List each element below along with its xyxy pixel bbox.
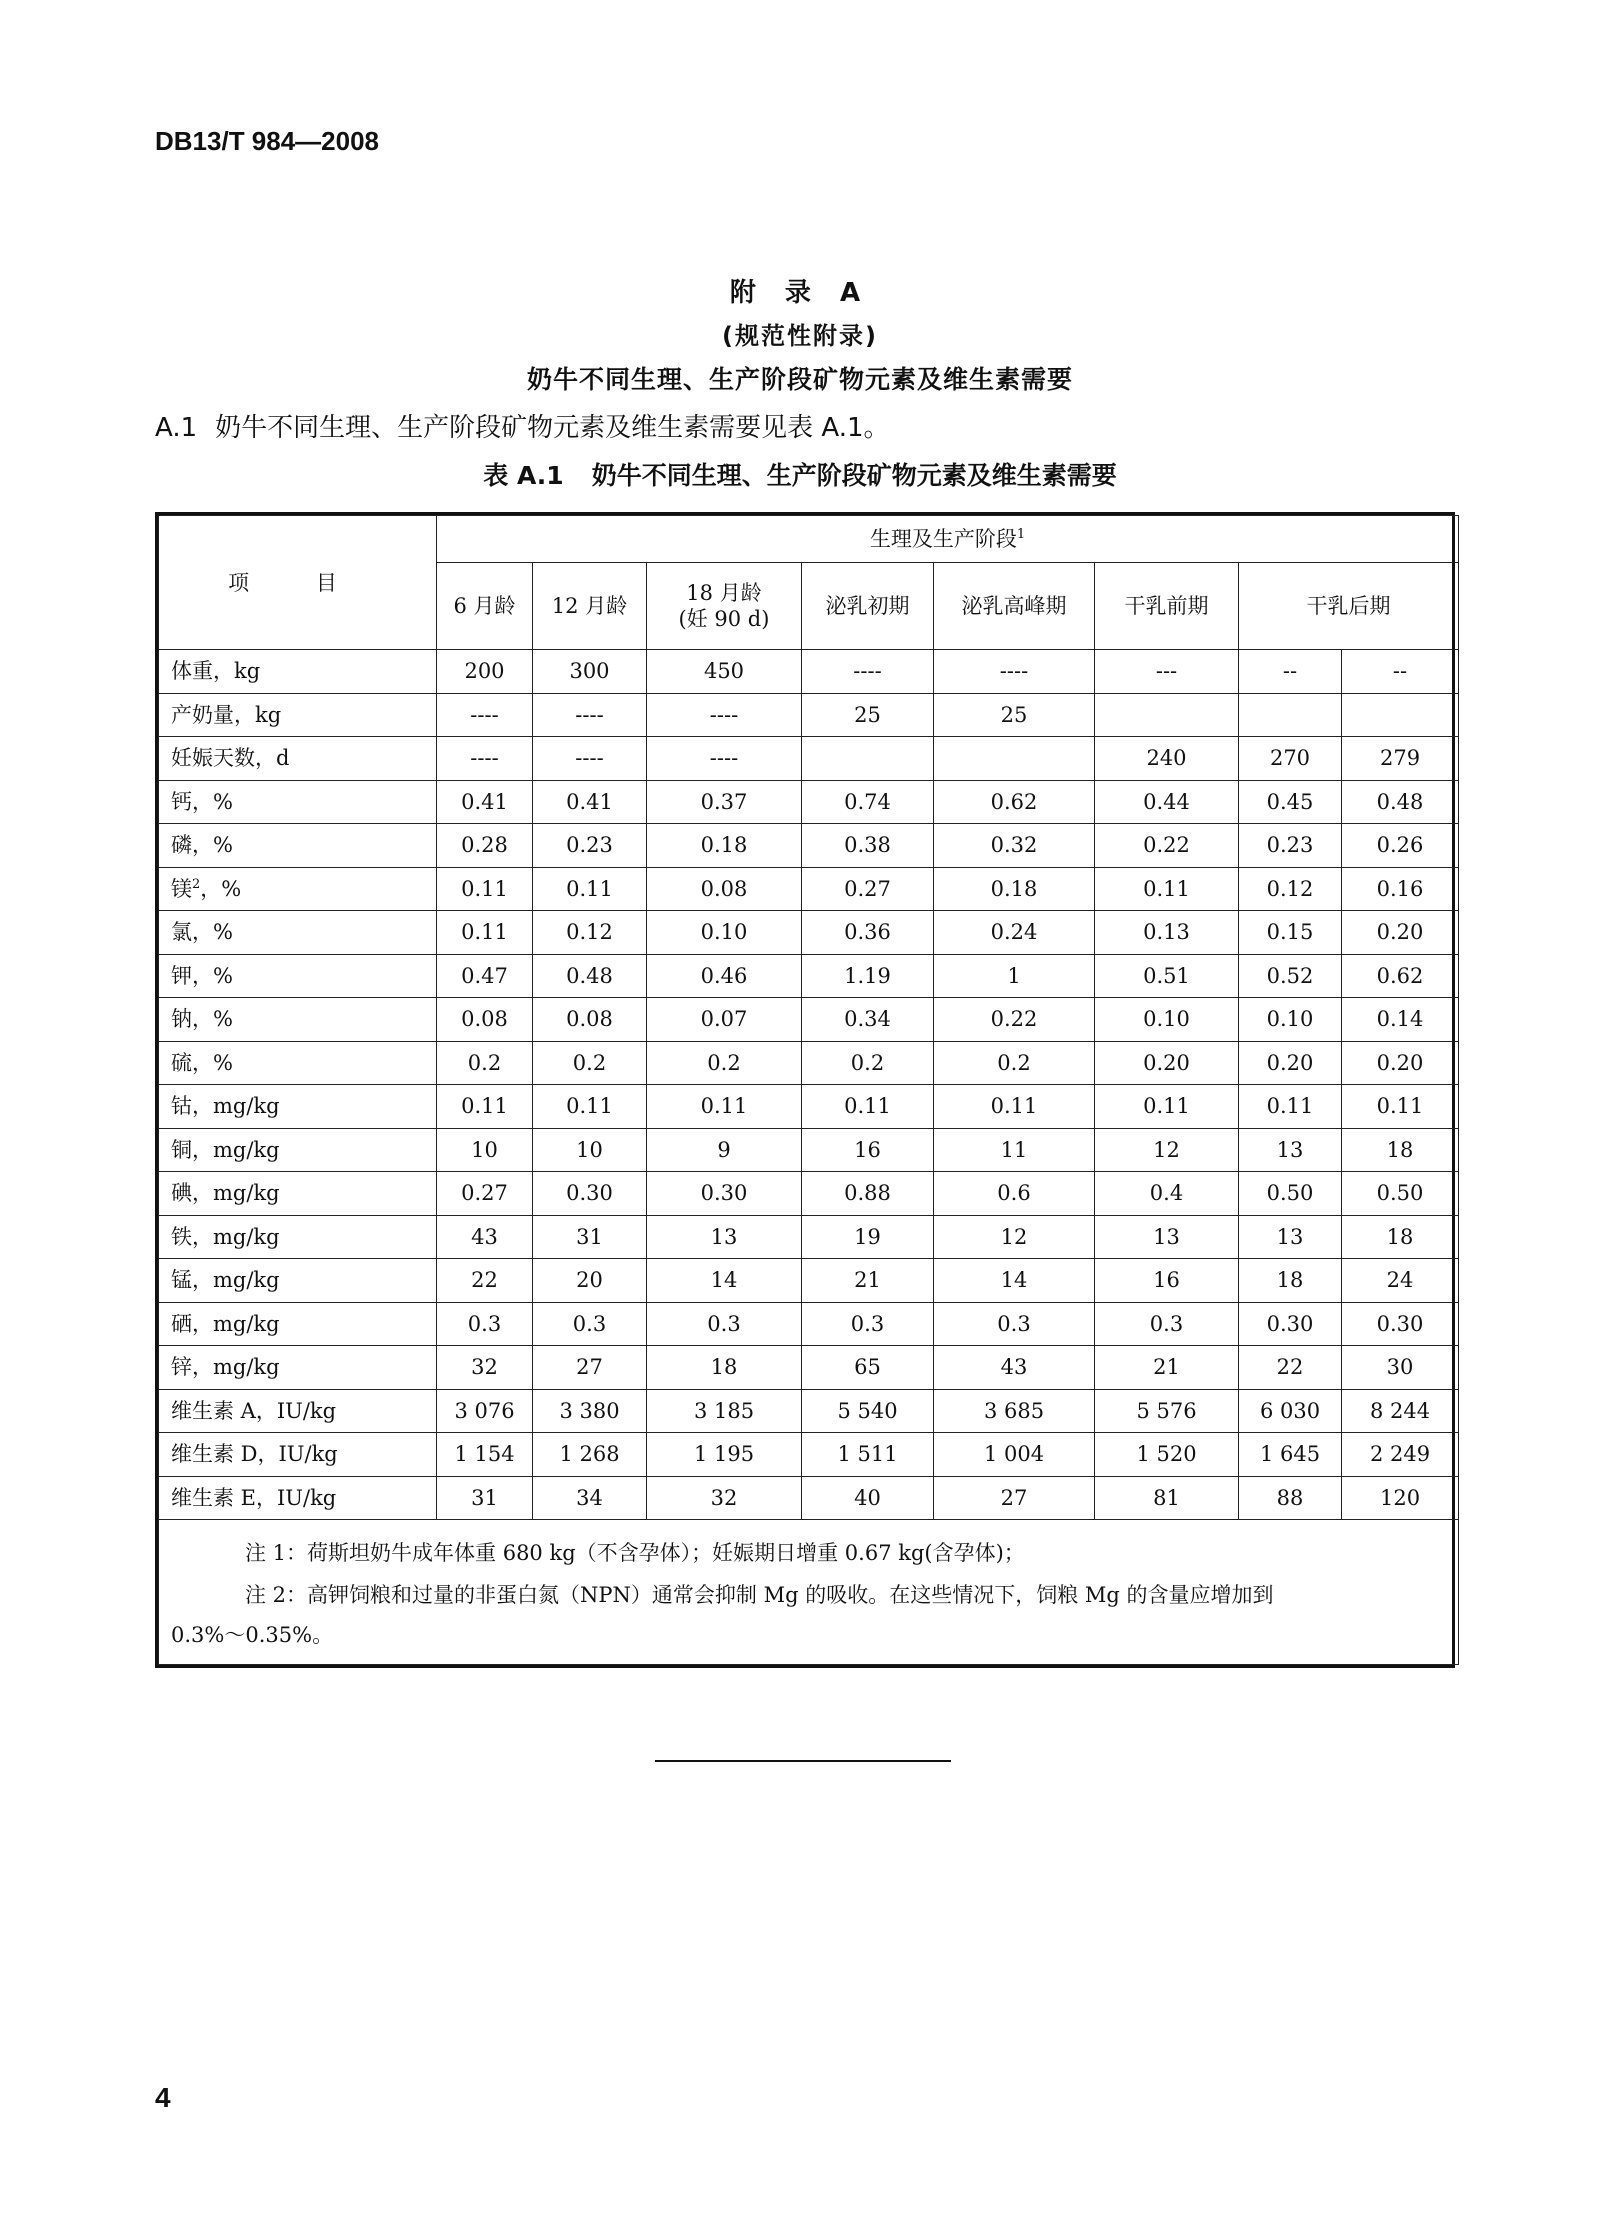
table-cell: 13 (1095, 1215, 1239, 1259)
row-label-text: 钠，% (171, 1007, 233, 1032)
table-cell: 0.41 (533, 780, 647, 824)
stage-header-18m-label: 18 月龄 (686, 581, 762, 605)
table-row (159, 998, 1459, 1042)
row-label (159, 1302, 437, 1346)
row-label-text: 镁 (171, 876, 192, 901)
table-row (159, 650, 1459, 694)
page-number: 4 (155, 2082, 171, 2113)
table-cell: 0.13 (1095, 911, 1239, 955)
table-cell: 24 (1342, 1259, 1459, 1303)
table-cell: 0.11 (647, 1085, 802, 1129)
table-cell: 0.41 (437, 780, 533, 824)
annex-type: (规范性附录) (722, 322, 878, 350)
table-cell: 3 380 (533, 1389, 647, 1433)
stage-header-18m (647, 563, 802, 650)
table-cell: 0.08 (437, 998, 533, 1042)
table-cell: 88 (1239, 1476, 1342, 1520)
table-cell: 10 (437, 1128, 533, 1172)
table-cell: 0.24 (934, 911, 1095, 955)
table-cell: 0.62 (1342, 954, 1459, 998)
table-cell: 450 (647, 650, 802, 694)
table-cell: 0.11 (1342, 1085, 1459, 1129)
table-cell: 0.3 (934, 1302, 1095, 1346)
table-cell: 0.11 (437, 911, 533, 955)
table-cell: 1.19 (802, 954, 934, 998)
table-cell: 31 (533, 1215, 647, 1259)
table-cell: 65 (802, 1346, 934, 1390)
row-label (159, 1041, 437, 1085)
table-cell: 0.11 (1095, 1085, 1239, 1129)
table-cell: 0.50 (1342, 1172, 1459, 1216)
table-cell: 0.11 (802, 1085, 934, 1129)
table-cell: 240 (1095, 737, 1239, 781)
table-cell: 0.11 (1095, 867, 1239, 911)
table-cell: 10 (533, 1128, 647, 1172)
row-label-text: 产奶量，kg (171, 702, 282, 727)
row-label (159, 1085, 437, 1129)
table-note-2: 注 2：高钾饲粮和过量的非蛋白氮（NPN）通常会抑制 Mg 的吸收。在这些情况下，饲粮 Mg 的含量应增加到 (245, 1583, 1274, 1607)
table-cell: 0.11 (934, 1085, 1095, 1129)
row-label-text: 氯，% (171, 920, 233, 945)
table-cell: 0.20 (1095, 1041, 1239, 1085)
standard-code: DB13/T 984—2008 (155, 126, 380, 156)
table-row (159, 1259, 1459, 1303)
table-cell: 14 (647, 1259, 802, 1303)
row-label (159, 911, 437, 955)
row-label-text: 维生素 E，IU/kg (171, 1485, 337, 1510)
table-cell: 0.22 (1095, 824, 1239, 868)
table-row (159, 1041, 1459, 1085)
table-cell: 0.30 (533, 1172, 647, 1216)
table-row (159, 1215, 1459, 1259)
table-cell: ---- (437, 737, 533, 781)
table-cell: 1 511 (802, 1433, 934, 1477)
table-cell: 27 (934, 1476, 1095, 1520)
table-cell: 0.44 (1095, 780, 1239, 824)
table-cell: 1 268 (533, 1433, 647, 1477)
table-cell: 32 (437, 1346, 533, 1390)
table-cell: 0.18 (934, 867, 1095, 911)
annex-heading: 奶牛不同生理、生产阶段矿物元素及维生素需要 (526, 365, 1073, 394)
table-cell: 0.27 (437, 1172, 533, 1216)
table-cell: 279 (1342, 737, 1459, 781)
stage-header-18m-sub: (妊 90 d) (678, 607, 770, 631)
table-cell: 12 (934, 1215, 1095, 1259)
table-row (159, 1172, 1459, 1216)
table-row (159, 693, 1459, 737)
table-cell: 13 (647, 1215, 802, 1259)
table-cell: 34 (533, 1476, 647, 1520)
row-label-text: 妊娠天数，d (171, 746, 290, 771)
table-cell: 12 (1095, 1128, 1239, 1172)
table-row (159, 1389, 1459, 1433)
table-row (159, 780, 1459, 824)
row-label (159, 824, 437, 868)
item-header: 项 目 (159, 516, 437, 650)
table-cell: 32 (647, 1476, 802, 1520)
footnote-ref: 2 (192, 876, 201, 892)
table-cell: 0.20 (1342, 1041, 1459, 1085)
table-cell: 0.07 (647, 998, 802, 1042)
table-cell: 0.2 (533, 1041, 647, 1085)
stage-header-12m: 12 月龄 (533, 563, 647, 650)
table-cell: 0.3 (533, 1302, 647, 1346)
table-cell: 0.45 (1239, 780, 1342, 824)
table-cell: 0.47 (437, 954, 533, 998)
table-cell: 0.46 (647, 954, 802, 998)
row-label (159, 1389, 437, 1433)
table-cell: 0.12 (1239, 867, 1342, 911)
table-cell: 300 (533, 650, 647, 694)
table-cell: 1 (934, 954, 1095, 998)
row-label (159, 693, 437, 737)
annex-title: 附 录 A (729, 278, 871, 308)
table-cell: 0.30 (647, 1172, 802, 1216)
table-cell: 270 (1239, 737, 1342, 781)
table-row (159, 737, 1459, 781)
table-cell: ---- (437, 693, 533, 737)
row-label (159, 737, 437, 781)
table-row (159, 1433, 1459, 1477)
table-cell: 14 (934, 1259, 1095, 1303)
row-label (159, 998, 437, 1042)
row-label-text: 维生素 D，IU/kg (171, 1442, 338, 1467)
stage-group-header-text: 生理及生产阶段 (869, 527, 1017, 551)
table-cell: 18 (647, 1346, 802, 1390)
table-cell: 16 (802, 1128, 934, 1172)
table-cell: 16 (1095, 1259, 1239, 1303)
table-cell: 6 030 (1239, 1389, 1342, 1433)
table-cell: 25 (934, 693, 1095, 737)
table-cell: 0.3 (437, 1302, 533, 1346)
table-cell: 0.74 (802, 780, 934, 824)
table-note-1: 注 1：荷斯坦奶牛成年体重 680 kg（不含孕体）；妊娠期日增重 0.67 kg(含孕体)； (245, 1541, 1025, 1565)
row-label-text: 维生素 A，IU/kg (171, 1398, 337, 1423)
table-cell: 0.51 (1095, 954, 1239, 998)
stage-header-early-lactation: 泌乳初期 (802, 563, 934, 650)
table-note-2-continued: 0.3%～0.35%。 (171, 1623, 334, 1647)
table-cell: 0.11 (1239, 1085, 1342, 1129)
table-caption-text: 奶牛不同生理、生产阶段矿物元素及维生素需要 (591, 461, 1117, 490)
table-cell: 0.37 (647, 780, 802, 824)
table-cell: 0.10 (647, 911, 802, 955)
table-cell: 5 576 (1095, 1389, 1239, 1433)
header-row-1 (159, 516, 1459, 563)
table-cell: ---- (533, 737, 647, 781)
table-cell: 120 (1342, 1476, 1459, 1520)
table-cell: 0.36 (802, 911, 934, 955)
table-cell: 1 154 (437, 1433, 533, 1477)
requirements-table (158, 515, 1459, 1665)
table-cell: 8 244 (1342, 1389, 1459, 1433)
stage-group-header (437, 516, 1459, 563)
table-cell: 21 (1095, 1346, 1239, 1390)
table-cell: 0.4 (1095, 1172, 1239, 1216)
table-cell (1342, 693, 1459, 737)
row-label (159, 867, 437, 911)
row-label-text: 磷，% (171, 833, 233, 858)
row-label-text: 锰，mg/kg (171, 1268, 280, 1293)
table-cell: 18 (1342, 1128, 1459, 1172)
table-cell: 0.23 (533, 824, 647, 868)
table-row (159, 1346, 1459, 1390)
table-cell: 11 (934, 1128, 1095, 1172)
table-cell (802, 737, 934, 781)
table-cell: 40 (802, 1476, 934, 1520)
table-row (159, 954, 1459, 998)
table-cell: 19 (802, 1215, 934, 1259)
table-cell: 0.28 (437, 824, 533, 868)
table-cell: ---- (533, 693, 647, 737)
table-caption-number: 表 A.1 (483, 461, 564, 490)
stage-header-6m: 6 月龄 (437, 563, 533, 650)
table-cell: ---- (647, 693, 802, 737)
table-cell: 0.23 (1239, 824, 1342, 868)
table-cell: 0.10 (1095, 998, 1239, 1042)
end-of-annex-rule (655, 1760, 951, 1762)
row-label-text: 硒，mg/kg (171, 1311, 280, 1336)
table-cell: 81 (1095, 1476, 1239, 1520)
table-cell: 0.11 (437, 867, 533, 911)
table-cell: 0.11 (437, 1085, 533, 1129)
table-cell (934, 737, 1095, 781)
table-cell: 3 685 (934, 1389, 1095, 1433)
row-label (159, 1433, 437, 1477)
table-cell: 0.08 (647, 867, 802, 911)
table-notes-row (159, 1520, 1459, 1665)
stage-header-peak-lactation: 泌乳高峰期 (934, 563, 1095, 650)
table-cell: 0.22 (934, 998, 1095, 1042)
table-caption (0, 456, 1600, 492)
row-label-text: 硫，% (171, 1050, 233, 1075)
table-cell: 0.62 (934, 780, 1095, 824)
row-label (159, 1346, 437, 1390)
table-cell: 1 645 (1239, 1433, 1342, 1477)
table-cell: 0.12 (533, 911, 647, 955)
row-label-text: 钴，mg/kg (171, 1094, 280, 1119)
table-row (159, 867, 1459, 911)
table-cell: -- (1342, 650, 1459, 694)
table-cell: 0.48 (1342, 780, 1459, 824)
stage-header-late-dry: 干乳后期 (1239, 563, 1459, 650)
table-cell: 3 185 (647, 1389, 802, 1433)
row-label (159, 954, 437, 998)
table-cell: 43 (934, 1346, 1095, 1390)
table-cell: 0.18 (647, 824, 802, 868)
table-cell: 0.2 (437, 1041, 533, 1085)
table-cell: ---- (802, 650, 934, 694)
row-label-text: 锌，mg/kg (171, 1355, 280, 1380)
table-cell: 0.11 (533, 1085, 647, 1129)
row-label-text: 体重，kg (171, 659, 261, 684)
table-cell: 0.08 (533, 998, 647, 1042)
table-cell: 0.11 (533, 867, 647, 911)
table-cell: 13 (1239, 1128, 1342, 1172)
table-cell: 30 (1342, 1346, 1459, 1390)
table-cell: 0.2 (802, 1041, 934, 1085)
table-cell: 1 004 (934, 1433, 1095, 1477)
footnote-ref-1: 1 (1016, 527, 1026, 542)
table-cell: 0.38 (802, 824, 934, 868)
table-cell (1095, 693, 1239, 737)
table-cell: 22 (1239, 1346, 1342, 1390)
table-cell: 0.30 (1239, 1302, 1342, 1346)
row-label-text: 碘，mg/kg (171, 1181, 280, 1206)
table-cell: 0.52 (1239, 954, 1342, 998)
table-row (159, 1476, 1459, 1520)
table-cell: 22 (437, 1259, 533, 1303)
table-cell: 3 076 (437, 1389, 533, 1433)
stage-header-early-dry: 干乳前期 (1095, 563, 1239, 650)
table-cell: 0.48 (533, 954, 647, 998)
row-label-text: 铁，mg/kg (171, 1224, 280, 1249)
table-cell: 0.50 (1239, 1172, 1342, 1216)
table-cell: 9 (647, 1128, 802, 1172)
table-row (159, 824, 1459, 868)
table-cell: 200 (437, 650, 533, 694)
table-cell: 0.3 (802, 1302, 934, 1346)
clause-a1 (155, 407, 890, 444)
table-cell: 0.26 (1342, 824, 1459, 868)
table-cell: 0.30 (1342, 1302, 1459, 1346)
table-notes (159, 1520, 1459, 1665)
table-cell: ---- (934, 650, 1095, 694)
table-cell: 0.6 (934, 1172, 1095, 1216)
requirements-table-frame (155, 512, 1455, 1668)
row-label-text: 铜，mg/kg (171, 1137, 280, 1162)
row-label (159, 780, 437, 824)
row-label (159, 1172, 437, 1216)
row-label (159, 1476, 437, 1520)
table-cell: 0.27 (802, 867, 934, 911)
clause-number: A.1 (155, 413, 198, 443)
table-cell: 0.20 (1239, 1041, 1342, 1085)
table-cell: 0.10 (1239, 998, 1342, 1042)
table-cell (1239, 693, 1342, 737)
table-row (159, 1128, 1459, 1172)
table-cell: 0.3 (647, 1302, 802, 1346)
table-cell: 0.32 (934, 824, 1095, 868)
table-cell: 25 (802, 693, 934, 737)
row-label (159, 1259, 437, 1303)
table-cell: 21 (802, 1259, 934, 1303)
table-row (159, 1302, 1459, 1346)
table-cell: 18 (1342, 1215, 1459, 1259)
row-label-tail: ，% (200, 876, 242, 901)
table-cell: 5 540 (802, 1389, 934, 1433)
row-label (159, 650, 437, 694)
table-cell: 0.2 (647, 1041, 802, 1085)
row-label (159, 1215, 437, 1259)
table-row (159, 911, 1459, 955)
table-cell: 0.2 (934, 1041, 1095, 1085)
table-cell: 0.14 (1342, 998, 1459, 1042)
row-label-text: 钾，% (171, 963, 233, 988)
table-cell: 0.15 (1239, 911, 1342, 955)
table-cell: --- (1095, 650, 1239, 694)
table-cell: 0.16 (1342, 867, 1459, 911)
table-cell: 31 (437, 1476, 533, 1520)
table-cell: 43 (437, 1215, 533, 1259)
table-cell: 1 195 (647, 1433, 802, 1477)
table-cell: 18 (1239, 1259, 1342, 1303)
table-cell: 0.88 (802, 1172, 934, 1216)
table-cell: 27 (533, 1346, 647, 1390)
clause-text: 奶牛不同生理、生产阶段矿物元素及维生素需要见表 A.1。 (215, 413, 890, 443)
table-cell: 20 (533, 1259, 647, 1303)
row-label (159, 1128, 437, 1172)
table-cell: 2 249 (1342, 1433, 1459, 1477)
table-row (159, 1085, 1459, 1129)
table-cell: 1 520 (1095, 1433, 1239, 1477)
table-cell: -- (1239, 650, 1342, 694)
table-cell: 0.3 (1095, 1302, 1239, 1346)
table-cell: ---- (647, 737, 802, 781)
table-cell: 13 (1239, 1215, 1342, 1259)
table-cell: 0.20 (1342, 911, 1459, 955)
row-label-text: 钙，% (171, 789, 233, 814)
table-cell: 0.34 (802, 998, 934, 1042)
